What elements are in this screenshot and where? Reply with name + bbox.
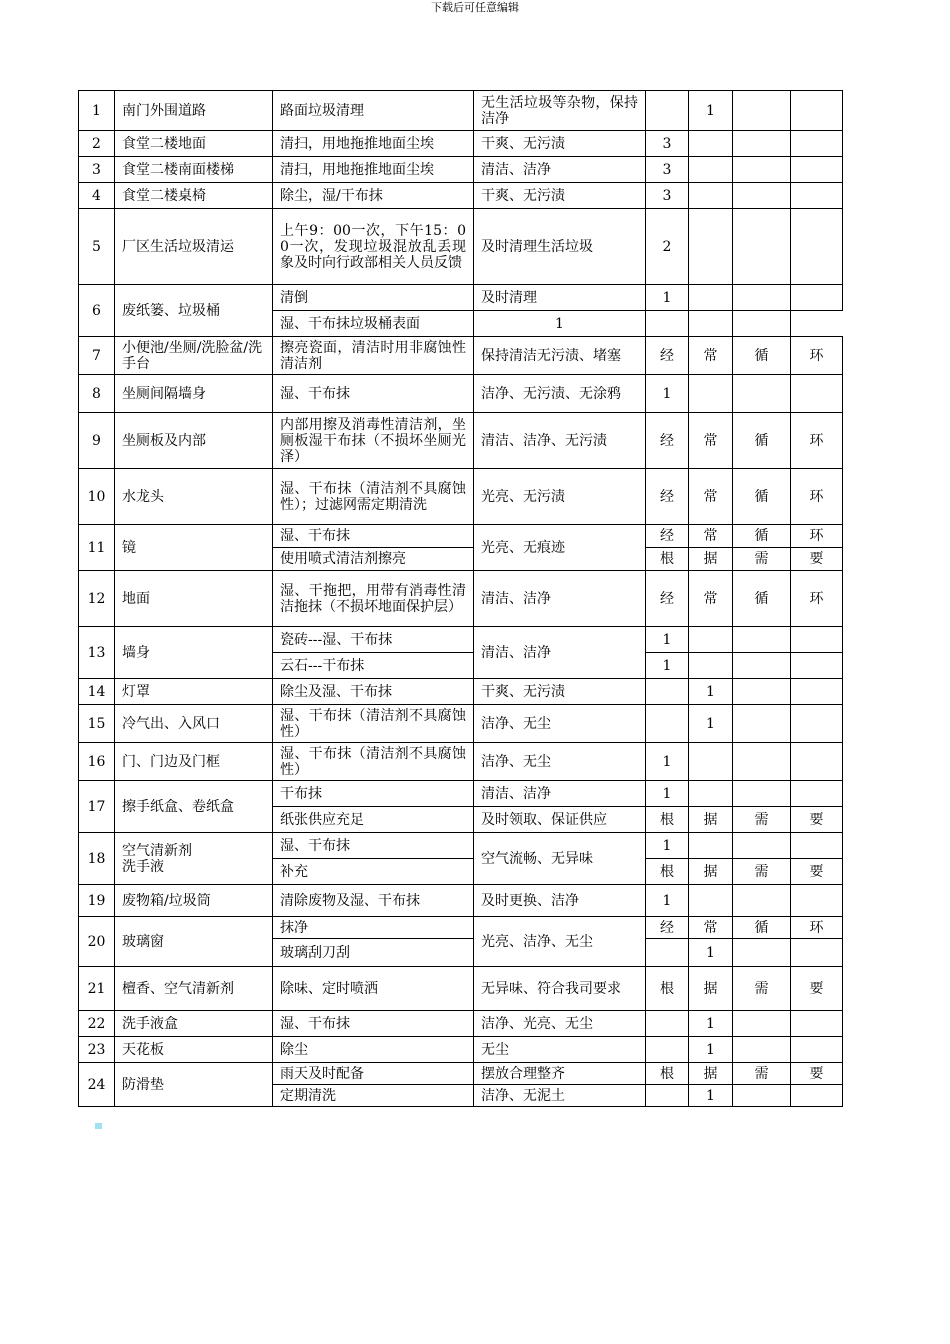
item-number-cell: 17 bbox=[79, 781, 115, 833]
frequency-cell: 循 bbox=[733, 413, 791, 469]
method-cell: 玻璃刮刀刮 bbox=[273, 939, 474, 967]
frequency-cell bbox=[646, 1011, 689, 1037]
frequency-cell: 3 bbox=[646, 131, 689, 157]
item-number-cell: 6 bbox=[79, 285, 115, 337]
frequency-cell: 需 bbox=[733, 859, 791, 885]
frequency-cell: 1 bbox=[689, 705, 733, 743]
method-cell: 清扫，用地拖推地面尘埃 bbox=[273, 131, 474, 157]
area-cell: 水龙头 bbox=[115, 469, 273, 525]
frequency-cell bbox=[791, 375, 843, 413]
area-cell: 墙身 bbox=[115, 627, 273, 679]
frequency-cell: 据 bbox=[689, 548, 733, 571]
header-note: 下载后可任意编辑 bbox=[431, 1, 519, 14]
standard-cell: 清洁、洁净 bbox=[474, 781, 646, 807]
method-cell: 云石---干布抹 bbox=[273, 653, 474, 679]
item-number-cell: 1 bbox=[79, 91, 115, 131]
table-row bbox=[79, 209, 843, 285]
frequency-cell bbox=[733, 627, 791, 653]
frequency-cell: 循 bbox=[733, 917, 791, 939]
table-row bbox=[79, 885, 843, 917]
frequency-cell: 1 bbox=[474, 311, 646, 337]
frequency-cell bbox=[733, 157, 791, 183]
method-cell: 除尘，湿/干布抹 bbox=[273, 183, 474, 209]
item-number-cell: 14 bbox=[79, 679, 115, 705]
standard-cell: 光亮、无污渍 bbox=[474, 469, 646, 525]
frequency-cell bbox=[689, 285, 733, 311]
table-row bbox=[79, 781, 843, 807]
standard-cell: 摆放合理整齐 bbox=[474, 1063, 646, 1085]
area-cell: 玻璃窗 bbox=[115, 917, 273, 967]
item-number-cell: 12 bbox=[79, 571, 115, 627]
frequency-cell: 常 bbox=[689, 917, 733, 939]
frequency-cell bbox=[689, 653, 733, 679]
frequency-cell: 常 bbox=[689, 413, 733, 469]
item-number-cell: 22 bbox=[79, 1011, 115, 1037]
frequency-cell bbox=[791, 1011, 843, 1037]
cleaning-schedule-table bbox=[78, 90, 843, 1107]
method-cell: 除味、定时喷洒 bbox=[273, 967, 474, 1011]
frequency-cell bbox=[791, 833, 843, 859]
frequency-cell bbox=[689, 209, 733, 285]
frequency-cell bbox=[733, 209, 791, 285]
method-cell: 纸张供应充足 bbox=[273, 807, 474, 833]
frequency-cell: 需 bbox=[733, 548, 791, 571]
table-row bbox=[79, 375, 843, 413]
frequency-cell: 1 bbox=[646, 885, 689, 917]
table-row bbox=[79, 91, 843, 131]
item-number-cell: 16 bbox=[79, 743, 115, 781]
method-cell: 内部用擦及消毒性清洁剂，坐厕板湿干布抹（不损坏坐厕光泽） bbox=[273, 413, 474, 469]
method-cell: 除尘及湿、干布抹 bbox=[273, 679, 474, 705]
frequency-cell: 经 bbox=[646, 469, 689, 525]
frequency-cell: 经 bbox=[646, 413, 689, 469]
item-number-cell: 23 bbox=[79, 1037, 115, 1063]
standard-cell: 洁净、无尘 bbox=[474, 743, 646, 781]
table-row bbox=[79, 967, 843, 1011]
area-cell: 空气清新剂 洗手液 bbox=[115, 833, 273, 885]
frequency-cell: 1 bbox=[689, 939, 733, 967]
frequency-cell: 经 bbox=[646, 337, 689, 375]
standard-cell: 光亮、无痕迹 bbox=[474, 525, 646, 571]
frequency-cell: 据 bbox=[689, 1063, 733, 1085]
frequency-cell: 要 bbox=[791, 1063, 843, 1085]
item-number-cell: 10 bbox=[79, 469, 115, 525]
table-row bbox=[79, 679, 843, 705]
method-cell: 清倒 bbox=[273, 285, 474, 311]
frequency-cell bbox=[791, 653, 843, 679]
frequency-cell bbox=[646, 1085, 689, 1107]
frequency-cell: 常 bbox=[689, 571, 733, 627]
standard-cell: 及时清理 bbox=[474, 285, 646, 311]
frequency-cell bbox=[733, 679, 791, 705]
frequency-cell bbox=[733, 833, 791, 859]
frequency-cell: 常 bbox=[689, 337, 733, 375]
frequency-cell: 需 bbox=[733, 967, 791, 1011]
frequency-cell: 2 bbox=[646, 209, 689, 285]
frequency-cell bbox=[733, 705, 791, 743]
standard-cell: 清洁、洁净 bbox=[474, 157, 646, 183]
frequency-cell: 1 bbox=[646, 285, 689, 311]
frequency-cell bbox=[791, 705, 843, 743]
frequency-cell: 1 bbox=[646, 743, 689, 781]
frequency-cell bbox=[733, 183, 791, 209]
method-cell: 抹净 bbox=[273, 917, 474, 939]
method-cell: 清扫，用地拖推地面尘埃 bbox=[273, 157, 474, 183]
method-cell: 湿、干布抹 bbox=[273, 525, 474, 548]
table-row bbox=[79, 131, 843, 157]
frequency-cell bbox=[689, 183, 733, 209]
area-cell: 坐厕间隔墙身 bbox=[115, 375, 273, 413]
area-cell: 灯罩 bbox=[115, 679, 273, 705]
frequency-cell bbox=[791, 1085, 843, 1107]
frequency-cell bbox=[733, 939, 791, 967]
method-cell: 湿、干布抹（清洁剂不具腐蚀性） bbox=[273, 705, 474, 743]
frequency-cell bbox=[733, 1037, 791, 1063]
frequency-cell: 循 bbox=[733, 571, 791, 627]
area-cell: 南门外围道路 bbox=[115, 91, 273, 131]
frequency-cell: 1 bbox=[689, 1011, 733, 1037]
standard-cell: 洁净、无污渍、无涂鸦 bbox=[474, 375, 646, 413]
area-cell: 防滑垫 bbox=[115, 1063, 273, 1107]
standard-cell: 洁净、光亮、无尘 bbox=[474, 1011, 646, 1037]
frequency-cell bbox=[646, 91, 689, 131]
frequency-cell: 循 bbox=[733, 337, 791, 375]
frequency-cell bbox=[791, 679, 843, 705]
standard-cell: 光亮、洁净、无尘 bbox=[474, 917, 646, 967]
frequency-cell: 根 bbox=[646, 859, 689, 885]
frequency-cell bbox=[791, 627, 843, 653]
item-number-cell: 20 bbox=[79, 917, 115, 967]
frequency-cell: 经 bbox=[646, 525, 689, 548]
item-number-cell: 5 bbox=[79, 209, 115, 285]
frequency-cell bbox=[791, 131, 843, 157]
frequency-cell bbox=[791, 285, 843, 311]
frequency-cell bbox=[733, 653, 791, 679]
frequency-cell: 循 bbox=[733, 469, 791, 525]
frequency-cell bbox=[791, 885, 843, 917]
frequency-cell: 1 bbox=[646, 627, 689, 653]
area-cell: 废纸篓、垃圾桶 bbox=[115, 285, 273, 337]
frequency-cell bbox=[689, 781, 733, 807]
method-cell: 清除废物及湿、干布抹 bbox=[273, 885, 474, 917]
area-cell: 小便池/坐厕/洗脸盆/洗手台 bbox=[115, 337, 273, 375]
method-cell: 除尘 bbox=[273, 1037, 474, 1063]
standard-cell: 及时更换、洁净 bbox=[474, 885, 646, 917]
frequency-cell bbox=[733, 885, 791, 917]
standard-cell: 无异味、符合我司要求 bbox=[474, 967, 646, 1011]
area-cell: 洗手液盒 bbox=[115, 1011, 273, 1037]
item-number-cell: 11 bbox=[79, 525, 115, 571]
frequency-cell: 环 bbox=[791, 469, 843, 525]
frequency-cell bbox=[733, 285, 791, 311]
method-cell: 定期清洗 bbox=[273, 1085, 474, 1107]
frequency-cell bbox=[689, 375, 733, 413]
area-cell: 厂区生活垃圾清运 bbox=[115, 209, 273, 285]
frequency-cell: 需 bbox=[733, 1063, 791, 1085]
frequency-cell: 要 bbox=[791, 807, 843, 833]
standard-cell: 无生活垃圾等杂物，保持洁净 bbox=[474, 91, 646, 131]
frequency-cell: 需 bbox=[733, 807, 791, 833]
item-number-cell: 3 bbox=[79, 157, 115, 183]
frequency-cell bbox=[791, 91, 843, 131]
frequency-cell: 1 bbox=[646, 833, 689, 859]
table-row bbox=[79, 1063, 843, 1085]
standard-cell: 干爽、无污渍 bbox=[474, 679, 646, 705]
table-row bbox=[79, 743, 843, 781]
method-cell: 瓷砖---湿、干布抹 bbox=[273, 627, 474, 653]
frequency-cell: 3 bbox=[646, 157, 689, 183]
table-row bbox=[79, 833, 843, 859]
item-number-cell: 13 bbox=[79, 627, 115, 679]
method-cell: 湿、干拖把，用带有消毒性清洁拖抹（不损坏地面保护层） bbox=[273, 571, 474, 627]
table-row bbox=[79, 183, 843, 209]
method-cell: 湿、干布抹垃圾桶表面 bbox=[273, 311, 474, 337]
frequency-cell bbox=[791, 183, 843, 209]
frequency-cell bbox=[689, 885, 733, 917]
standard-cell: 保持清洁无污渍、堵塞 bbox=[474, 337, 646, 375]
frequency-cell: 1 bbox=[689, 1085, 733, 1107]
item-number-cell: 18 bbox=[79, 833, 115, 885]
item-number-cell: 21 bbox=[79, 967, 115, 1011]
method-cell: 擦亮瓷面，清洁时用非腐蚀性清洁剂 bbox=[273, 337, 474, 375]
frequency-cell: 3 bbox=[646, 183, 689, 209]
table-row bbox=[79, 1037, 843, 1063]
frequency-cell: 据 bbox=[689, 967, 733, 1011]
standard-cell: 无尘 bbox=[474, 1037, 646, 1063]
frequency-cell bbox=[733, 1085, 791, 1107]
item-number-cell: 9 bbox=[79, 413, 115, 469]
frequency-cell: 根 bbox=[646, 967, 689, 1011]
standard-cell: 清洁、洁净、无污渍 bbox=[474, 413, 646, 469]
method-cell: 湿、干布抹 bbox=[273, 833, 474, 859]
frequency-cell bbox=[791, 743, 843, 781]
frequency-cell: 1 bbox=[689, 1037, 733, 1063]
item-number-cell: 7 bbox=[79, 337, 115, 375]
frequency-cell: 经 bbox=[646, 917, 689, 939]
frequency-cell: 根 bbox=[646, 1063, 689, 1085]
area-cell: 擦手纸盒、卷纸盒 bbox=[115, 781, 273, 833]
frequency-cell: 要 bbox=[791, 859, 843, 885]
frequency-cell bbox=[791, 1037, 843, 1063]
area-cell: 食堂二楼南面楼梯 bbox=[115, 157, 273, 183]
text-cursor-mark bbox=[95, 1123, 102, 1129]
frequency-cell bbox=[689, 131, 733, 157]
area-cell: 镜 bbox=[115, 525, 273, 571]
table-row bbox=[79, 627, 843, 653]
standard-cell: 洁净、无尘 bbox=[474, 705, 646, 743]
standard-cell: 清洁、洁净 bbox=[474, 571, 646, 627]
frequency-cell bbox=[733, 743, 791, 781]
frequency-cell: 1 bbox=[646, 781, 689, 807]
table-row bbox=[79, 337, 843, 375]
standard-cell: 及时领取、保证供应 bbox=[474, 807, 646, 833]
area-cell: 地面 bbox=[115, 571, 273, 627]
frequency-cell: 根 bbox=[646, 548, 689, 571]
frequency-cell: 1 bbox=[689, 679, 733, 705]
area-cell: 天花板 bbox=[115, 1037, 273, 1063]
frequency-cell bbox=[791, 939, 843, 967]
item-number-cell: 24 bbox=[79, 1063, 115, 1107]
frequency-cell bbox=[646, 679, 689, 705]
table-row bbox=[79, 917, 843, 939]
area-cell: 檀香、空气清新剂 bbox=[115, 967, 273, 1011]
frequency-cell bbox=[791, 209, 843, 285]
standard-cell: 及时清理生活垃圾 bbox=[474, 209, 646, 285]
frequency-cell: 环 bbox=[791, 413, 843, 469]
table-row bbox=[79, 571, 843, 627]
method-cell: 湿、干布抹（清洁剂不具腐蚀性）；过滤网需定期清洗 bbox=[273, 469, 474, 525]
method-cell: 路面垃圾清理 bbox=[273, 91, 474, 131]
frequency-cell bbox=[646, 311, 689, 337]
table-row bbox=[79, 157, 843, 183]
frequency-cell bbox=[689, 833, 733, 859]
frequency-cell: 环 bbox=[791, 917, 843, 939]
method-cell: 干布抹 bbox=[273, 781, 474, 807]
frequency-cell: 环 bbox=[791, 525, 843, 548]
frequency-cell: 经 bbox=[646, 571, 689, 627]
area-cell: 门、门边及门框 bbox=[115, 743, 273, 781]
area-cell: 冷气出、入风口 bbox=[115, 705, 273, 743]
frequency-cell bbox=[689, 311, 733, 337]
item-number-cell: 2 bbox=[79, 131, 115, 157]
table-row bbox=[79, 525, 843, 548]
frequency-cell: 要 bbox=[791, 967, 843, 1011]
frequency-cell bbox=[733, 91, 791, 131]
standard-cell: 干爽、无污渍 bbox=[474, 131, 646, 157]
standard-cell: 空气流畅、无异味 bbox=[474, 833, 646, 885]
table-row bbox=[79, 469, 843, 525]
frequency-cell: 据 bbox=[689, 859, 733, 885]
standard-cell: 洁净、无泥土 bbox=[474, 1085, 646, 1107]
item-number-cell: 4 bbox=[79, 183, 115, 209]
area-cell: 废物箱/垃圾筒 bbox=[115, 885, 273, 917]
frequency-cell bbox=[646, 1037, 689, 1063]
area-cell: 坐厕板及内部 bbox=[115, 413, 273, 469]
frequency-cell: 1 bbox=[689, 91, 733, 131]
method-cell: 补充 bbox=[273, 859, 474, 885]
method-cell: 湿、干布抹 bbox=[273, 1011, 474, 1037]
frequency-cell: 据 bbox=[689, 807, 733, 833]
frequency-cell bbox=[733, 781, 791, 807]
frequency-cell bbox=[733, 311, 791, 337]
frequency-cell: 环 bbox=[791, 571, 843, 627]
frequency-cell bbox=[689, 743, 733, 781]
frequency-cell: 根 bbox=[646, 807, 689, 833]
table-row bbox=[79, 413, 843, 469]
standard-cell: 清洁、洁净 bbox=[474, 627, 646, 679]
table-row bbox=[79, 1011, 843, 1037]
area-cell: 食堂二楼地面 bbox=[115, 131, 273, 157]
item-number-cell: 15 bbox=[79, 705, 115, 743]
method-cell: 湿、干布抹（清洁剂不具腐蚀性） bbox=[273, 743, 474, 781]
frequency-cell bbox=[791, 157, 843, 183]
frequency-cell bbox=[733, 131, 791, 157]
item-number-cell: 8 bbox=[79, 375, 115, 413]
frequency-cell bbox=[689, 627, 733, 653]
method-cell: 雨天及时配备 bbox=[273, 1063, 474, 1085]
frequency-cell: 环 bbox=[791, 337, 843, 375]
frequency-cell bbox=[733, 375, 791, 413]
frequency-cell: 常 bbox=[689, 525, 733, 548]
method-cell: 使用喷式清洁剂擦亮 bbox=[273, 548, 474, 571]
frequency-cell: 1 bbox=[646, 375, 689, 413]
frequency-cell bbox=[689, 157, 733, 183]
table-row bbox=[79, 705, 843, 743]
frequency-cell bbox=[733, 1011, 791, 1037]
method-cell: 湿、干布抹 bbox=[273, 375, 474, 413]
frequency-cell: 要 bbox=[791, 548, 843, 571]
frequency-cell bbox=[646, 939, 689, 967]
frequency-cell bbox=[646, 705, 689, 743]
area-cell: 食堂二楼桌椅 bbox=[115, 183, 273, 209]
table-row bbox=[79, 285, 843, 311]
frequency-cell: 循 bbox=[733, 525, 791, 548]
frequency-cell: 常 bbox=[689, 469, 733, 525]
item-number-cell: 19 bbox=[79, 885, 115, 917]
frequency-cell bbox=[791, 781, 843, 807]
method-cell: 上午9：00一次，下午15：00一次，发现垃圾混放乱丢现象及时向行政部相关人员反馈 bbox=[273, 209, 474, 285]
frequency-cell: 1 bbox=[646, 653, 689, 679]
standard-cell: 干爽、无污渍 bbox=[474, 183, 646, 209]
